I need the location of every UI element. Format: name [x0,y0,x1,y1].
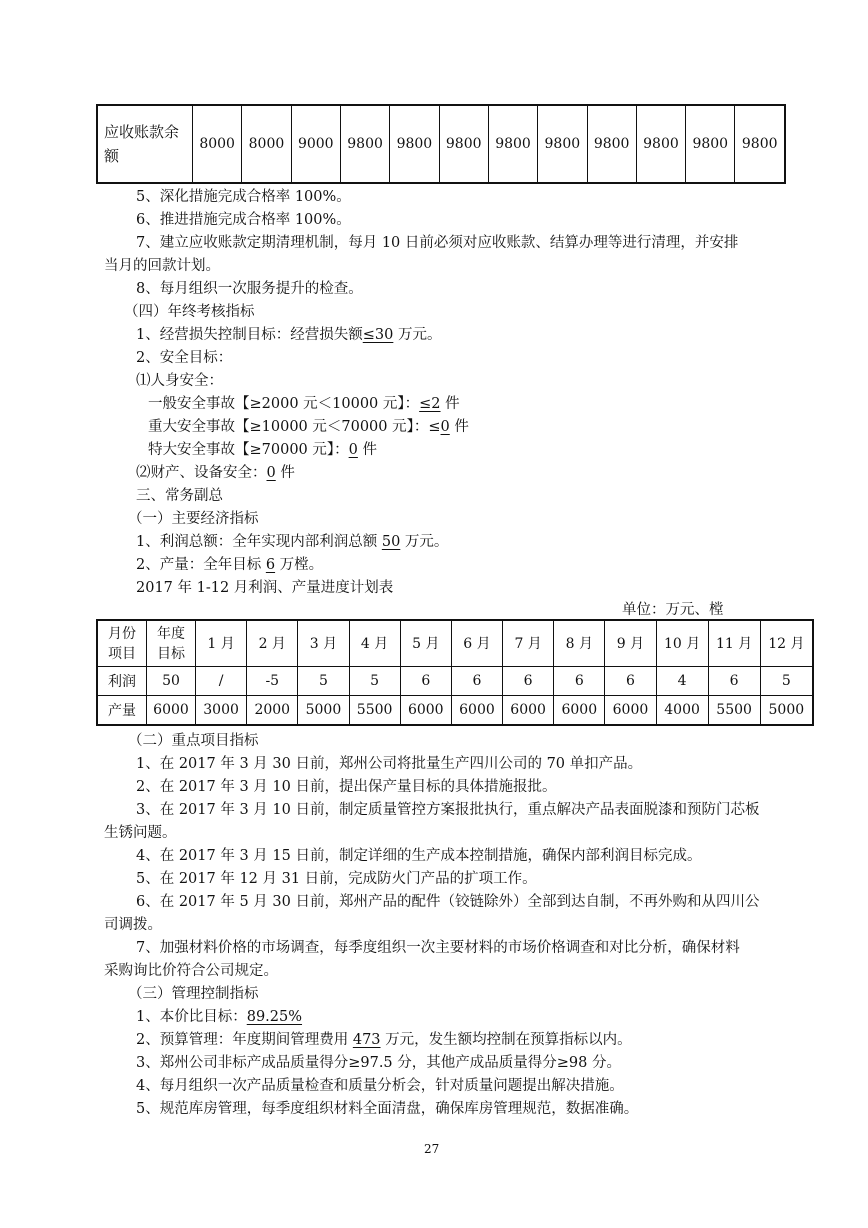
table-cell: 6000 [503,696,554,726]
table-cell: / [196,667,247,696]
paragraph-line: 6、推进措施完成合格率 100%。 [136,212,351,228]
header-cell: 4 月 [349,620,400,667]
paragraph-line [136,555,323,575]
text: 2、产量：全年目标 [136,557,266,573]
table-cell: 4000 [656,696,708,726]
underlined-value: 6 [265,557,276,573]
table-row [97,105,785,183]
table-cell: 5000 [760,696,813,726]
table-cell: -5 [247,667,298,696]
row-label: 利润 [97,667,147,696]
paragraph-line: 采购询比价符合公司规定。 [104,963,278,979]
text: 一般安全事故【≥2000 元＜10000 元】： [148,396,420,412]
table-cell: 6 [554,667,605,696]
table-cell: 6000 [147,696,196,726]
paragraph-line [148,440,377,460]
table-header-row [97,620,813,667]
table-cell: 5500 [349,696,400,726]
table-cell: 9800 [439,105,488,183]
section-heading: （一）主要经济指标 [128,511,259,527]
paragraph-line [136,1007,302,1027]
table-cell: 6 [451,667,502,696]
text: 1、本价比目标： [136,1009,247,1025]
paragraph-line [136,325,441,345]
paragraph-line: 司调拨。 [104,917,162,933]
header-cell: 5 月 [400,620,451,667]
table-cell: 5500 [708,696,760,726]
table-cell: 8000 [242,105,291,183]
table-cell: 6 [400,667,451,696]
paragraph-line: ⑴人身安全： [136,373,223,389]
header-cell [147,620,196,667]
table-cell: 6000 [400,696,451,726]
underlined-value: 473 [352,1032,381,1048]
table-cell: 6 [708,667,760,696]
table-cell: 8000 [193,105,242,183]
header-cell: 7 月 [503,620,554,667]
table-cell: 6 [503,667,554,696]
text: ≤ [428,419,441,435]
header-cell: 12 月 [760,620,813,667]
table-row [97,667,813,696]
row-label: 产量 [97,696,147,726]
paragraph-line: 3、在 2017 年 3 月 10 日前，制定质量管控方案报批执行，重点解决产品表面脱漆和预防门芯板 [136,802,760,818]
underlined-value: 50 [381,534,401,550]
table-title: 2017 年 1-12 月利润、产量进度计划表 [136,580,394,596]
text: 件 [275,465,295,481]
header-cell: 2 月 [247,620,298,667]
text: 万元。 [393,327,442,343]
section-heading: 三、常务副总 [136,488,223,504]
plan-table [96,619,814,726]
table-cell: 9800 [538,105,587,183]
text: 万樘。 [275,557,324,573]
header-cell: 10 月 [656,620,708,667]
text: ⑵财产、设备安全： [136,465,267,481]
table-cell: 9800 [488,105,537,183]
text: 2、预算管理：年度期间管理费用 [136,1032,353,1048]
underlined-value: ≤2 [419,396,441,412]
table-row [97,696,813,726]
header-text: 月份 [108,625,136,642]
paragraph-line: 生锈问题。 [104,825,177,841]
paragraph-line [136,1030,632,1050]
paragraph-line: 1、在 2017 年 3 月 30 日前，郑州公司将批量生产四川公司的 70 单扣产品。 [136,756,643,772]
paragraph-line: 当月的回款计划。 [104,258,220,274]
page-number: 27 [424,1142,440,1156]
table-cell: 5 [760,667,813,696]
text: 件 [449,419,469,435]
text: 1、利润总额：全年实现内部利润总额 [136,534,382,550]
header-cell [97,620,147,667]
header-cell: 9 月 [605,620,656,667]
header-cell: 8 月 [554,620,605,667]
text: 件 [440,396,460,412]
paragraph-line [148,394,460,414]
header-text: 年度 [157,625,185,642]
table-cell: 5000 [298,696,349,726]
text: 万元，发生额均控制在预算指标以内。 [380,1032,632,1048]
paragraph-line: 6、在 2017 年 5 月 30 日前，郑州产品的配件（铰链除外）全部到达自制，不再外购和从四川公 [136,894,760,910]
section-heading: （三）管理控制指标 [128,986,259,1002]
header-cell: 6 月 [451,620,502,667]
table-cell: 4 [656,667,708,696]
text: 特大安全事故【≥70000 元】： [148,442,349,458]
underlined-value: 0 [266,465,276,481]
header-cell: 11 月 [708,620,760,667]
table-cell: 6000 [605,696,656,726]
underlined-value: 0 [348,442,358,458]
paragraph-line [136,463,295,483]
table-cell: 2000 [247,696,298,726]
table-cell: 9800 [686,105,735,183]
header-text: 目标 [157,645,185,662]
header-cell: 1 月 [196,620,247,667]
paragraph-line: 7、加强材料价格的市场调查，每季度组织一次主要材料的市场价格调查和对比分析，确保材料 [136,940,740,956]
table-cell: 9000 [291,105,340,183]
table-cell: 5 [349,667,400,696]
paragraph-line: 4、在 2017 年 3 月 15 日前，制定详细的生产成本控制措施，确保内部利润目标完成。 [136,848,702,864]
paragraph-line: 2、安全目标： [136,350,233,366]
table-cell: 9800 [735,105,785,183]
text: 件 [357,442,377,458]
section-heading: （四）年终考核指标 [124,304,255,320]
table-cell: 6 [605,667,656,696]
paragraph-line [148,417,469,437]
table-cell: 9800 [390,105,439,183]
table-cell: 50 [147,667,196,696]
table-cell: 3000 [196,696,247,726]
paragraph-line: 4、每月组织一次产品质量检查和质量分析会，针对质量问题提出解决措施。 [136,1078,624,1094]
header-text: 项目 [108,645,136,662]
row-label: 应收账款余额 [97,105,193,183]
paragraph-line: 2、在 2017 年 3 月 10 日前，提出保产量目标的具体措施报批。 [136,779,557,795]
underlined-value: 0 [440,419,450,435]
header-cell: 3 月 [298,620,349,667]
table-cell: 6000 [554,696,605,726]
unit-label: 单位：万元、樘 [622,602,724,618]
text: 万元。 [400,534,449,550]
table-cell: 9800 [587,105,636,183]
receivables-table [96,104,786,184]
underlined-value: ≤30 [362,327,394,343]
paragraph-line: 3、郑州公司非标产成品质量得分≥97.5 分，其他产成品质量得分≥98 分。 [136,1055,621,1071]
text: 重大安全事故【≥10000 元＜70000 元】： [148,419,429,435]
text: 1、经营损失控制目标：经营损失额 [136,327,363,343]
paragraph-line: 5、规范库房管理，每季度组织材料全面清盘，确保库房管理规范，数据准确。 [136,1101,639,1117]
paragraph-line: 8、每月组织一次服务提升的检查。 [136,281,363,297]
paragraph-line: 5、深化措施完成合格率 100%。 [136,189,351,205]
table-cell: 9800 [340,105,389,183]
paragraph-line: 5、在 2017 年 12 月 31 日前，完成防火门产品的扩项工作。 [136,871,537,887]
underlined-value: 89.25% [246,1009,303,1025]
section-heading: （二）重点项目指标 [128,733,259,749]
paragraph-line [136,532,448,552]
table-cell: 9800 [636,105,685,183]
table-cell: 5 [298,667,349,696]
paragraph-line: 7、建立应收账款定期清理机制，每月 10 日前必须对应收账款、结算办理等进行清理，并安排 [136,235,739,251]
table-cell: 6000 [451,696,502,726]
